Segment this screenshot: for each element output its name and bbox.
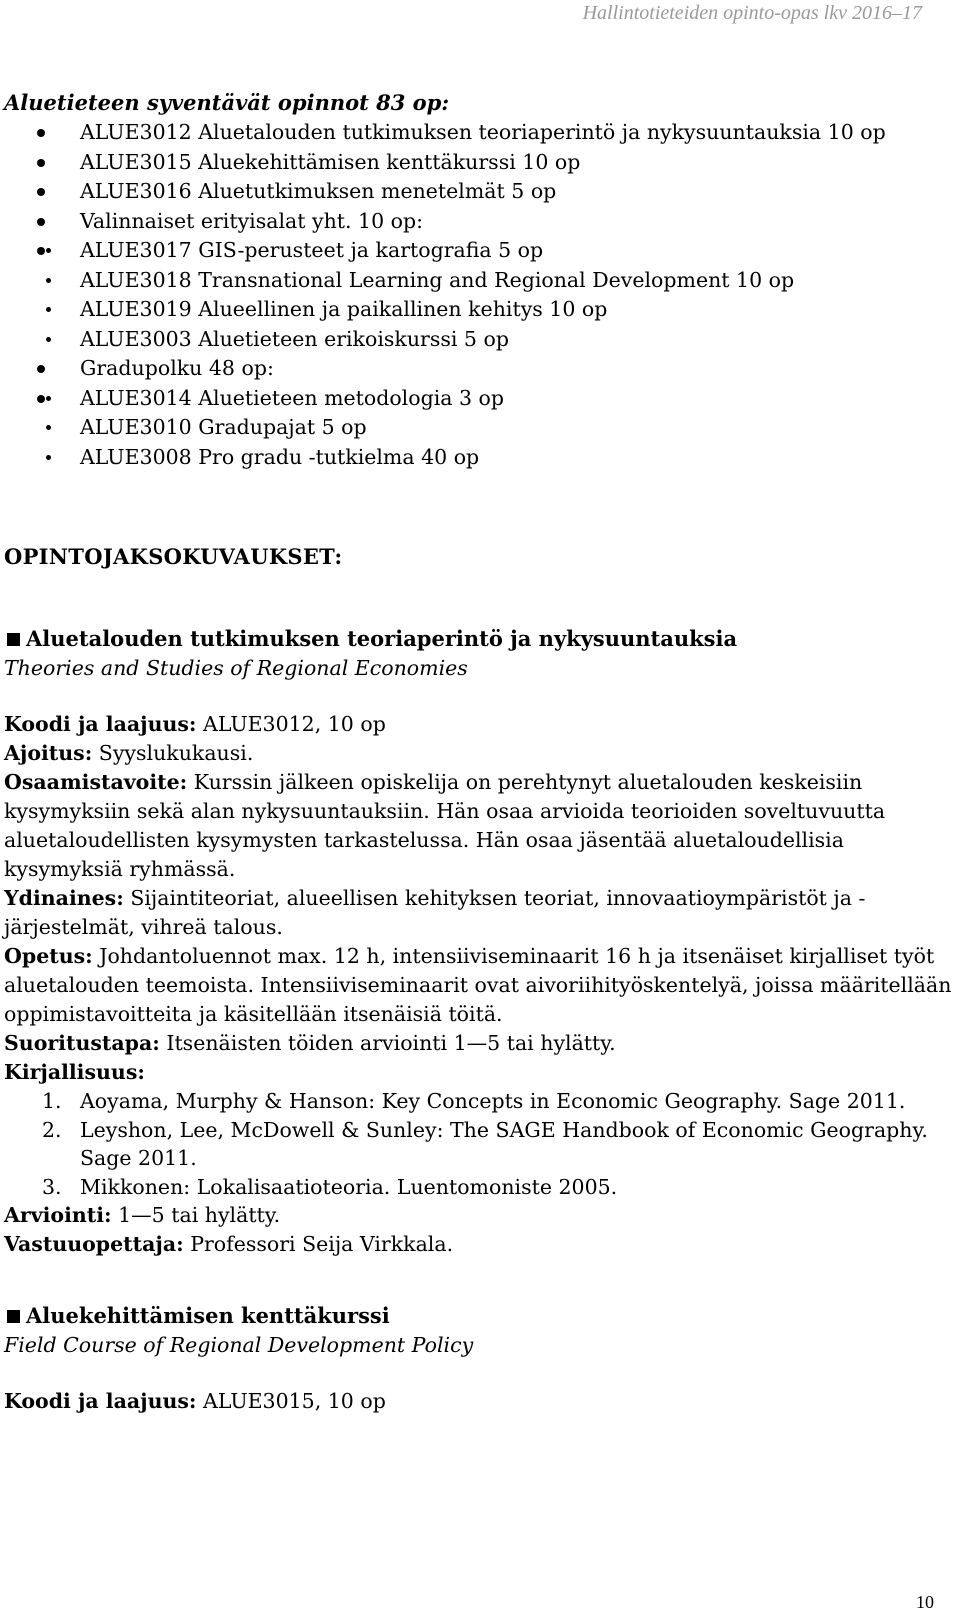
page-header: Hallintotieteiden opinto-opas lkv 2016–17	[582, 2, 922, 24]
course-subtitle: Theories and Studies of Regional Economies	[4, 656, 468, 680]
course-title: Aluekehittämisen kenttäkurssi	[4, 1301, 954, 1331]
field-vastuuopettaja: Vastuuopettaja: Professori Seija Virkkala.	[4, 1232, 454, 1257]
list-item: ALUE3012 Aluetalouden tutkimuksen teoriaperintö ja nykysuuntauksia 10 op	[4, 118, 940, 148]
field-arviointi: Arviointi: 1—5 tai hylätty.	[4, 1203, 281, 1228]
sublist-item: ALUE3018 Transnational Learning and Regional Development 10 op	[4, 266, 864, 296]
gradupolku-sublist	[4, 384, 864, 473]
course-subtitle: Field Course of Regional Development Policy	[4, 1333, 474, 1358]
field-opetus: Opetus: Johdantoluennot max. 12 h, intensiiviseminaarit 16 h ja itsenäiset kirjalliset työt aluetalouden teemoista. Intensiiviseminaarit ovat aivoriihityöskentelyä, joissa määritellään oppimistavoitteita ja käsitellään itsenäisiä töitä.	[4, 944, 952, 1026]
sublist-container	[4, 236, 864, 354]
list-item: ALUE3015 Aluekehittämisen kenttäkurssi 10 op	[4, 148, 940, 178]
sublist-item: ALUE3017 GIS-perusteet ja kartografia 5 op	[4, 236, 864, 266]
literature-item: 2. Leyshon, Lee, McDowell & Sunley: The SAGE Handbook of Economic Geography. Sage 2011.	[42, 1117, 928, 1171]
sublist-container	[4, 384, 864, 473]
field-kirjallisuus: Kirjallisuus:	[4, 1060, 145, 1084]
field-ajoitus: Ajoitus: Syyslukukausi.	[4, 741, 254, 765]
field-ydinaines: Ydinaines: Sijaintiteoriat, alueellisen kehityksen teoriat, innovaatioympäristöt ja -järjestelmät, vihreä talous.	[4, 886, 866, 939]
list-item-gradupolku: Gradupolku 48 op:	[4, 354, 940, 384]
field-koodi: Koodi ja laajuus: ALUE3012, 10 op	[4, 712, 386, 736]
sublist-item: ALUE3008 Pro gradu -tutkielma 40 op	[4, 443, 864, 473]
field-osaamistavoite: Osaamistavoite: Kurssin jälkeen opiskelija on perehtynyt aluetalouden keskeisiin kysymyksiin sekä alan nykysuuntauksiin. Hän osaa arvioida teorioiden soveltuvuutta aluetaloudellisten kysymysten tarkastelussa. Hän osaa jäsentää aluetaloudellisia kysymyksiä ryhmässä.	[4, 770, 886, 881]
square-bullet-icon	[7, 1310, 20, 1323]
sublist-item: ALUE3003 Aluetieteen erikoiskurssi 5 op	[4, 325, 864, 355]
course-list	[4, 118, 954, 472]
section-title: Aluetieteen syventävät opinnot 83 op:	[4, 90, 450, 115]
field-koodi: Koodi ja laajuus: ALUE3015, 10 op	[4, 1389, 386, 1414]
square-bullet-icon	[7, 633, 20, 646]
course-title: Aluetalouden tutkimuksen teoriaperintö ja nykysuuntauksia	[4, 624, 954, 654]
literature-item: 1. Aoyama, Murphy & Hanson: Key Concepts in Economic Geography. Sage 2011.	[42, 1089, 906, 1113]
course-descriptions-heading: OPINTOJAKSOKUVAUKSET:	[4, 544, 343, 569]
valinnaiset-sublist	[4, 236, 864, 354]
sublist-item: ALUE3014 Aluetieteen metodologia 3 op	[4, 384, 864, 414]
field-suoritustapa: Suoritustapa: Itsenäisten töiden arviointi 1—5 tai hylätty.	[4, 1031, 616, 1055]
literature-list	[4, 1087, 954, 1201]
document-body	[4, 88, 954, 1416]
list-item: ALUE3016 Aluetutkimuksen menetelmät 5 op	[4, 177, 940, 207]
literature-item: 3. Mikkonen: Lokalisaatioteoria. Luentomoniste 2005.	[42, 1174, 618, 1199]
sublist-item: ALUE3010 Gradupajat 5 op	[4, 413, 864, 443]
list-item-valinnaiset: Valinnaiset erityisalat yht. 10 op:	[4, 207, 940, 237]
page-number: 10	[916, 1592, 934, 1612]
sublist-item: ALUE3019 Alueellinen ja paikallinen kehitys 10 op	[4, 295, 864, 325]
